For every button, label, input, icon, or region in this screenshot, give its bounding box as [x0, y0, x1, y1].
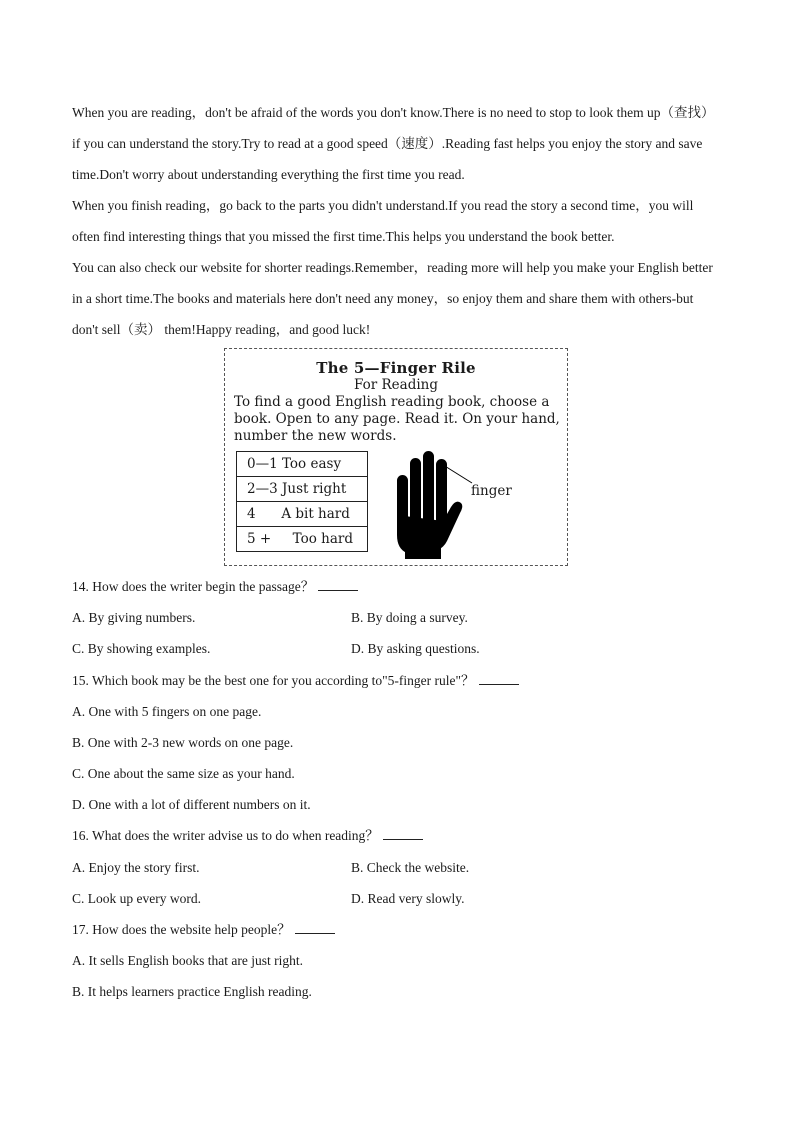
table-row: [237, 527, 368, 552]
difficulty-level: 2—3 Just right: [237, 477, 368, 502]
question-text: 14. How does the writer begin the passage？: [72, 579, 315, 594]
five-finger-rule-figure: [224, 348, 568, 566]
question-16-option-c: C. Look up every word.: [72, 891, 201, 906]
question-15-stem: [72, 671, 519, 691]
table-row: [237, 452, 368, 477]
figure-title: The 5—Finger Rile: [316, 359, 476, 377]
question-16-option-b: B. Check the website.: [351, 860, 470, 875]
question-16-option-d: D. Read very slowly.: [351, 891, 465, 906]
question-15-option-a: A. One with 5 fingers on one page.: [72, 704, 262, 719]
passage-paragraph-2: When you finish reading，go back to the parts you didn't understand.If you read the story a second time，you will often find interesting things that you missed the first time.This helps you understand the book better.: [72, 198, 694, 244]
question-15-option-d: D. One with a lot of different numbers on it.: [72, 797, 311, 812]
question-17-option-b: B. It helps learners practice English reading.: [72, 984, 312, 999]
question-14-stem: [72, 577, 358, 597]
figure-subtitle: For Reading: [354, 377, 438, 393]
difficulty-level: 4 A bit hard: [237, 502, 368, 527]
difficulty-level: 5 + Too hard: [237, 527, 368, 552]
question-17-stem: [72, 920, 335, 940]
question-16-stem: [72, 826, 423, 846]
question-14-option-b: B. By doing a survey.: [351, 610, 468, 625]
answer-blank[interactable]: [479, 672, 519, 685]
question-15-option-b: B. One with 2-3 new words on one page.: [72, 735, 294, 750]
answer-blank[interactable]: [383, 827, 423, 840]
question-14-option-d: D. By asking questions.: [351, 641, 480, 656]
table-row: [237, 477, 368, 502]
question-text: 17. How does the website help people？: [72, 922, 291, 937]
question-17-option-a: A. It sells English books that are just right.: [72, 953, 303, 968]
question-16-option-a: A. Enjoy the story first.: [72, 860, 200, 875]
answer-blank[interactable]: [318, 578, 358, 591]
passage-paragraph-1: When you are reading，don't be afraid of the words you don't know.There is no need to stop to look them up（查找） if you can understand the story.Try to read at a good speed（速度）.Reading fast helps you enjoy the story and save time.Don't worry about understanding everything the first time you read.: [72, 105, 715, 182]
question-14-option-a: A. By giving numbers.: [72, 610, 196, 625]
answer-blank[interactable]: [295, 921, 335, 934]
finger-label: finger: [471, 483, 512, 499]
question-15-option-c: C. One about the same size as your hand.: [72, 766, 295, 781]
question-14-option-c: C. By showing examples.: [72, 641, 211, 656]
question-text: 16. What does the writer advise us to do when reading？: [72, 828, 379, 843]
question-text: 15. Which book may be the best one for you according to"5-finger rule"？: [72, 673, 475, 688]
table-row: [237, 502, 368, 527]
difficulty-level: 0—1 Too easy: [237, 452, 368, 477]
passage-paragraph-3: You can also check our website for shorter readings.Remember，reading more will help you make your English better in a short time.The books and materials here don't need any money，so enjoy them and share them with others-but don't sell（卖） them!Happy reading，and good luck!: [72, 260, 713, 337]
difficulty-table: [236, 451, 368, 552]
figure-instructions: To find a good English reading book, choose a book. Open to any page. Read it. On your hand, number the new words.: [234, 394, 560, 444]
